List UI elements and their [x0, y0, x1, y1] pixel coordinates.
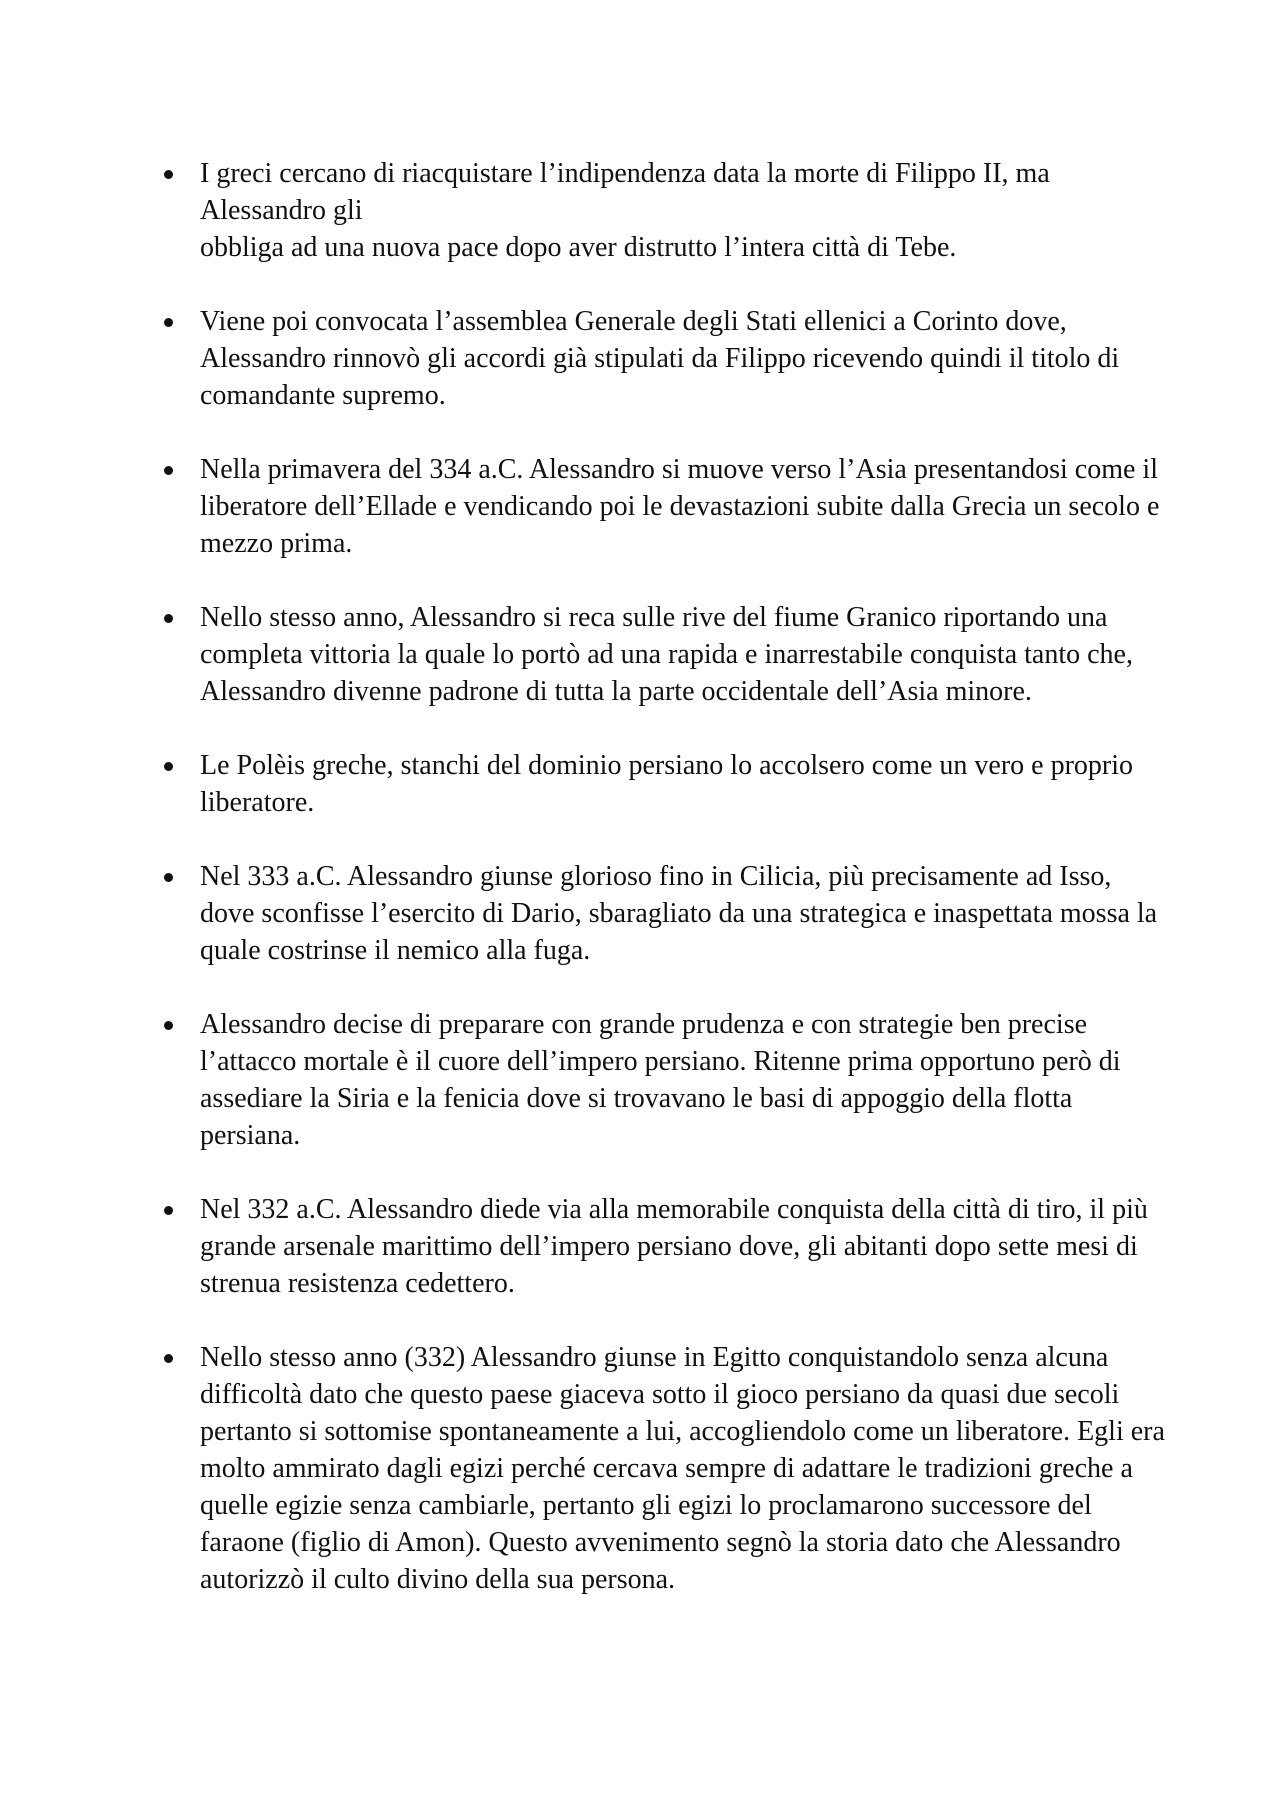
list-item-text: Alessandro decise di preparare con grande prudenza e con strategie ben precise l’attacco mortale è il cuore dell’impero persiano. Ritenne prima opportuno però di assediare la Siria e la fenicia dove si trovavano le basi di appoggio della flotta persiana.: [200, 1009, 1121, 1151]
bullet-icon: [164, 1021, 173, 1030]
list-item: [159, 599, 1169, 710]
list-item-text: Le Polèis greche, stanchi del dominio persiano lo accolsero come un vero e proprio liberatore.: [200, 750, 1134, 818]
list-item: [159, 1191, 1169, 1302]
bullet-icon: [164, 170, 173, 179]
list-item: [159, 451, 1169, 562]
bullet-icon: [164, 1206, 173, 1215]
list-item: [159, 155, 1169, 266]
bullet-icon: [164, 1354, 173, 1363]
list-item-text: I greci cercano di riacquistare l’indipendenza data la morte di Filippo II, ma Alessandro gli obbliga ad una nuova pace dopo aver distrutto l’intera città di Tebe.: [200, 158, 1050, 263]
list-item-text: Nello stesso anno (332) Alessandro giunse in Egitto conquistandolo senza alcuna difficoltà dato che questo paese giaceva sotto il gioco persiano da quasi due secoli pertanto si sottomise spontaneamente a lui, accogliendolo come un liberatore. Egli era molto ammirato dagli egizi perché cercava sempre di adattare le tradizioni greche a quelle egizie senza cambiarle, pertanto gli egizi lo proclamarono successore del faraone (figlio di Amon). Questo avvenimento segnò la storia dato che Alessandro autorizzò il culto divino della sua persona.: [200, 1342, 1165, 1595]
list-item: [159, 303, 1169, 414]
bullet-icon: [164, 318, 173, 327]
bullet-icon: [164, 762, 173, 771]
bullet-icon: [164, 873, 173, 882]
list-item-text: Nella primavera del 334 a.C. Alessandro si muove verso l’Asia presentandosi come il liberatore dell’Ellade e vendicando poi le devastazioni subite dalla Grecia un secolo e mezzo prima.: [200, 454, 1160, 559]
list-item: [159, 1006, 1169, 1154]
bullet-icon: [164, 466, 173, 475]
list-item-text: Nel 332 a.C. Alessandro diede via alla memorabile conquista della città di tiro, il più grande arsenale marittimo dell’impero persiano dove, gli abitanti dopo sette mesi di strenua resistenza cedettero.: [200, 1194, 1148, 1299]
bullet-list: [159, 155, 1169, 1598]
list-item-text: Viene poi convocata l’assemblea Generale degli Stati ellenici a Corinto dove, Alessandro rinnovò gli accordi già stipulati da Filippo ricevendo quindi il titolo di comandante supremo.: [200, 306, 1120, 411]
list-item-text: Nello stesso anno, Alessandro si reca sulle rive del fiume Granico riportando una completa vittoria la quale lo portò ad una rapida e inarrestabile conquista tanto che, Alessandro divenne padrone di tutta la parte occidentale dell’Asia minore.: [200, 602, 1133, 707]
list-item: [159, 1339, 1169, 1598]
bullet-icon: [164, 614, 173, 623]
list-item: [159, 747, 1169, 821]
list-item-text: Nel 333 a.C. Alessandro giunse glorioso fino in Cilicia, più precisamente ad Isso, dove sconfisse l’esercito di Dario, sbaragliato da una strategica e inaspettata mossa la quale costrinse il nemico alla fuga.: [200, 861, 1158, 966]
list-item: [159, 858, 1169, 969]
